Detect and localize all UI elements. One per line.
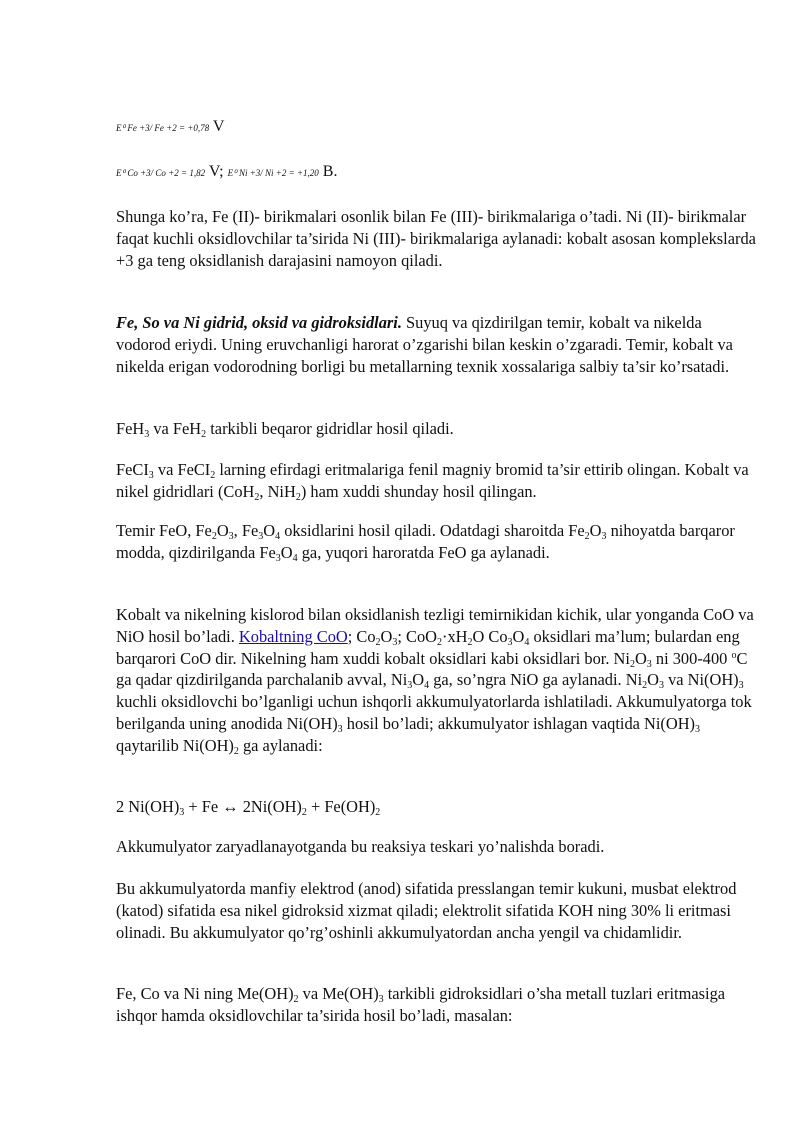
paragraph-hydroxides: Fe, Co va Ni ning $Me(OH)_2$ va $Me(OH)_3$ tarkibli gidroksidlari o’sha metall tuzlari eritmasiga ishqor hamda oksidlovchilar ta’sirida hosil bo’ladi, masalan:: [116, 984, 726, 1025]
electrode-potential-co-ni: [116, 163, 337, 181]
formula-co: E⁰ Co +3/ Co +2 = 1,82: [116, 168, 206, 178]
paragraph-oxidation: Shunga ko’ra, Fe (II)- birikmalari osonlik bilan Fe (III)- birikmalariga o’tadi. Ni (II)- birikmalar faqat kuchli oksidlovchilar ta’sirida Ni (III)- birikmalariga aylanadi: kobalt asosan komplekslarda +3 ga teng oksidlanish darajasini namoyon qiladi.: [116, 207, 756, 270]
unit-v: V;: [208, 163, 224, 180]
unit-b: B.: [322, 163, 338, 180]
unit-v: V: [212, 118, 225, 135]
section-heading: Fe, So va Ni gidrid, oksid va gidroksidlari.: [116, 313, 402, 332]
paragraph-battery: Bu akkumulyatorda manfiy elektrod (anod) sifatida presslangan temir kukuni, musbat elektrod (katod) sifatida esa nikel gidroksid xizmat qiladi; elektrolit sifatida KOH ning 30% li eritmasi olinadi. Bu akkumulyator qo’rg’oshinli akkumulyatordan ancha yengil va chidamlidir.: [116, 879, 737, 942]
paragraph-charging: Akkumulyator zaryadlanayotganda bu reaksiya teskari yo’nalishda boradi.: [116, 837, 605, 856]
paragraph-text: Suyuq va qizdirilgan temir, kobalt va nikelda vodorod eriydi. Uning eruvchanligi harorat o’zgarishi bilan keskin o’zgaradi. Temir, kobalt va nikelda erigan vodorodning borligi bu metallarning texnik xossalariga salbiy ta’sir ko’rsatadi.: [116, 313, 733, 376]
paragraph-fecl: FeCI$_3$ va FeCI$_2$ larning efirdagi eritmalariga fenil magniy bromid ta’sir ettirib olingan. Kobalt va nikel gidridlari (CoH$_2$, NiH$_2$) ham xuddi shunday hosil qilingan.: [116, 460, 749, 503]
paragraph-hydrides-intro: [116, 312, 756, 377]
paragraph-cobalt-nickel-oxides: Kobalt va nikelning kislorod bilan oksidlanish tezligi temirnikidan kichik, ular yonganda CoO va NiO hosil bo’ladi. Kobaltning CoO; $Co_2O_3$; $CoO_2\cdot xH_2O$ $Co_3O_4$ oksidlari ma’lum; bulardan eng barqarori CoO dir. Nikelning ham xuddi kobalt oksidlari kabi oksidlari bor. $Ni_2O_3$ ni 300-400 $^o$C ga qadar qizdirilganda parchalanib avval, $Ni_3O_4$ ga, so’ngra NiO ga aylanadi. $Ni_2O_3$ va $Ni(OH)_3$ kuchli oksidlovchi bo’lganligi uchun ishqorli akkumulyatorlarda ishlatiladi. Akkumulyatorga tok berilganda uning anodida $Ni(OH)_3$ hosil bo’ladi; akkumulyator ishlagan vaqtida $Ni(OH)_3$ qaytarilib $Ni(OH)_2$ ga aylanadi:: [116, 605, 754, 757]
paragraph-feh: FeH$_3$ va FeH$_2$ tarkibli beqaror gidridlar hosil qiladi.: [116, 419, 454, 440]
formula-ni: E⁰ Ni +3/ Ni +2 = +1,20: [227, 168, 319, 178]
reaction-equation: 2 $Ni(OH)_3 + Fe$ ↔ $2Ni(OH)_2 + Fe(OH)_2$: [116, 797, 381, 818]
kobaltning-coo-link[interactable]: Kobaltning CoO: [238, 626, 348, 646]
electrode-potential-fe: [116, 118, 224, 136]
formula-fe: E⁰ Fe +3/ Fe +2 = +0,78: [116, 123, 210, 133]
paragraph-iron-oxides: Temir FeO, $Fe_2O_3$, $Fe_3O_4$ oksidlarini hosil qiladi. Odatdagi sharoitda $Fe_2O_3$ nihoyatda barqaror modda, qizdirilganda $Fe_3O_4$ ga, yuqori haroratda FeO ga aylanadi.: [116, 521, 735, 564]
